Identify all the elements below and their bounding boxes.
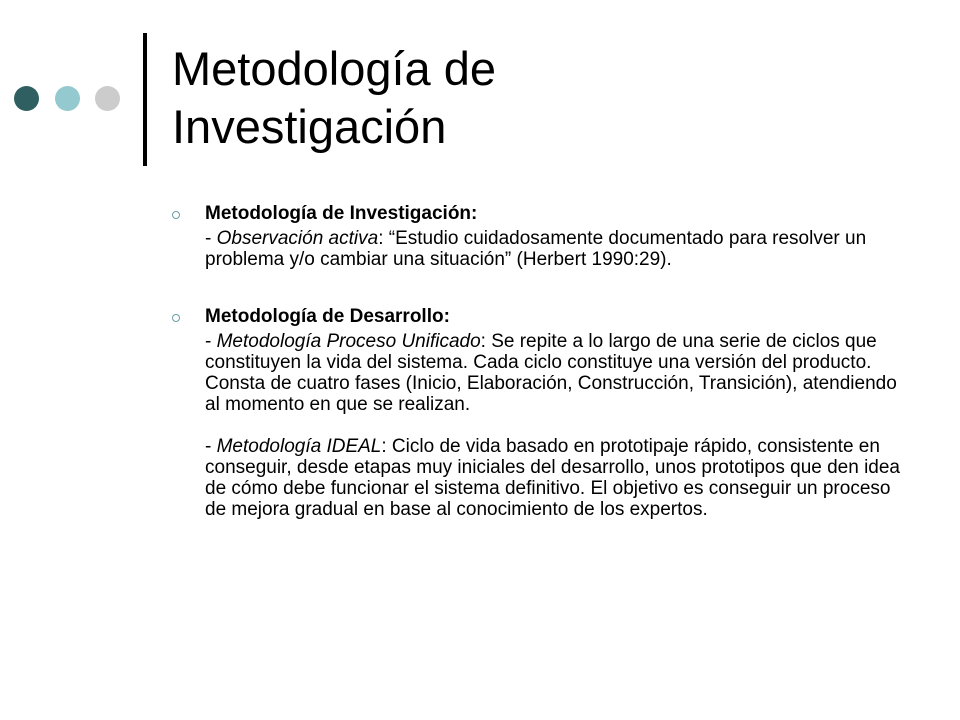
slide-title — [172, 40, 496, 156]
paragraph-prefix: - — [205, 228, 217, 249]
paragraph-term: Metodología IDEAL — [216, 436, 382, 457]
bullet-body — [205, 306, 902, 520]
title-divider — [143, 33, 147, 166]
bullet-paragraph-ideal — [205, 436, 902, 520]
decorative-dot-dark — [14, 86, 39, 111]
slide-title-line-1: Metodología de — [172, 42, 497, 95]
bullet-ring-icon — [172, 211, 180, 219]
slide-title-line-2: Investigación — [172, 100, 447, 153]
bullet-desarrollo — [172, 306, 902, 520]
paragraph-term: Metodología Proceso Unificado — [216, 331, 481, 352]
bullet-ring-icon — [172, 314, 180, 322]
decorative-dot-gray — [95, 86, 120, 111]
paragraph-term: Observación activa — [216, 228, 379, 249]
bullet-paragraph-proceso-unificado — [205, 331, 902, 415]
decorative-dot-light — [55, 86, 80, 111]
paragraph-text: : “Estudio cuidadosamente documentado para resolver un problema y/o cambiar una situación” (Herbert 1990:29). — [205, 228, 867, 270]
bullet-heading: Metodología de Desarrollo: — [205, 306, 450, 327]
bullet-paragraph-observacion — [205, 228, 902, 270]
bullet-body — [205, 203, 902, 270]
paragraph-text: : Ciclo de vida basado en prototipaje rápido, consistente en conseguir, desde etapas muy iniciales del desarrollo, unos prototipos que den idea de cómo debe funcionar el sistema definitivo. El objetivo es conseguir un proceso de mejora gradual en base al conocimiento de los expertos. — [205, 436, 901, 520]
paragraph-text: : Se repite a lo largo de una serie de ciclos que constituyen la vida del sistema. Cada ciclo constituye una versión del producto. Consta de cuatro fases (Inicio, Elaboración, Construcción, Transición), atendiendo al momento en que se realizan. — [205, 331, 897, 415]
bullet-heading: Metodología de Investigación: — [205, 203, 478, 224]
paragraph-prefix: - — [205, 331, 217, 352]
bullet-investigacion — [172, 203, 902, 270]
paragraph-prefix: - — [205, 436, 217, 457]
